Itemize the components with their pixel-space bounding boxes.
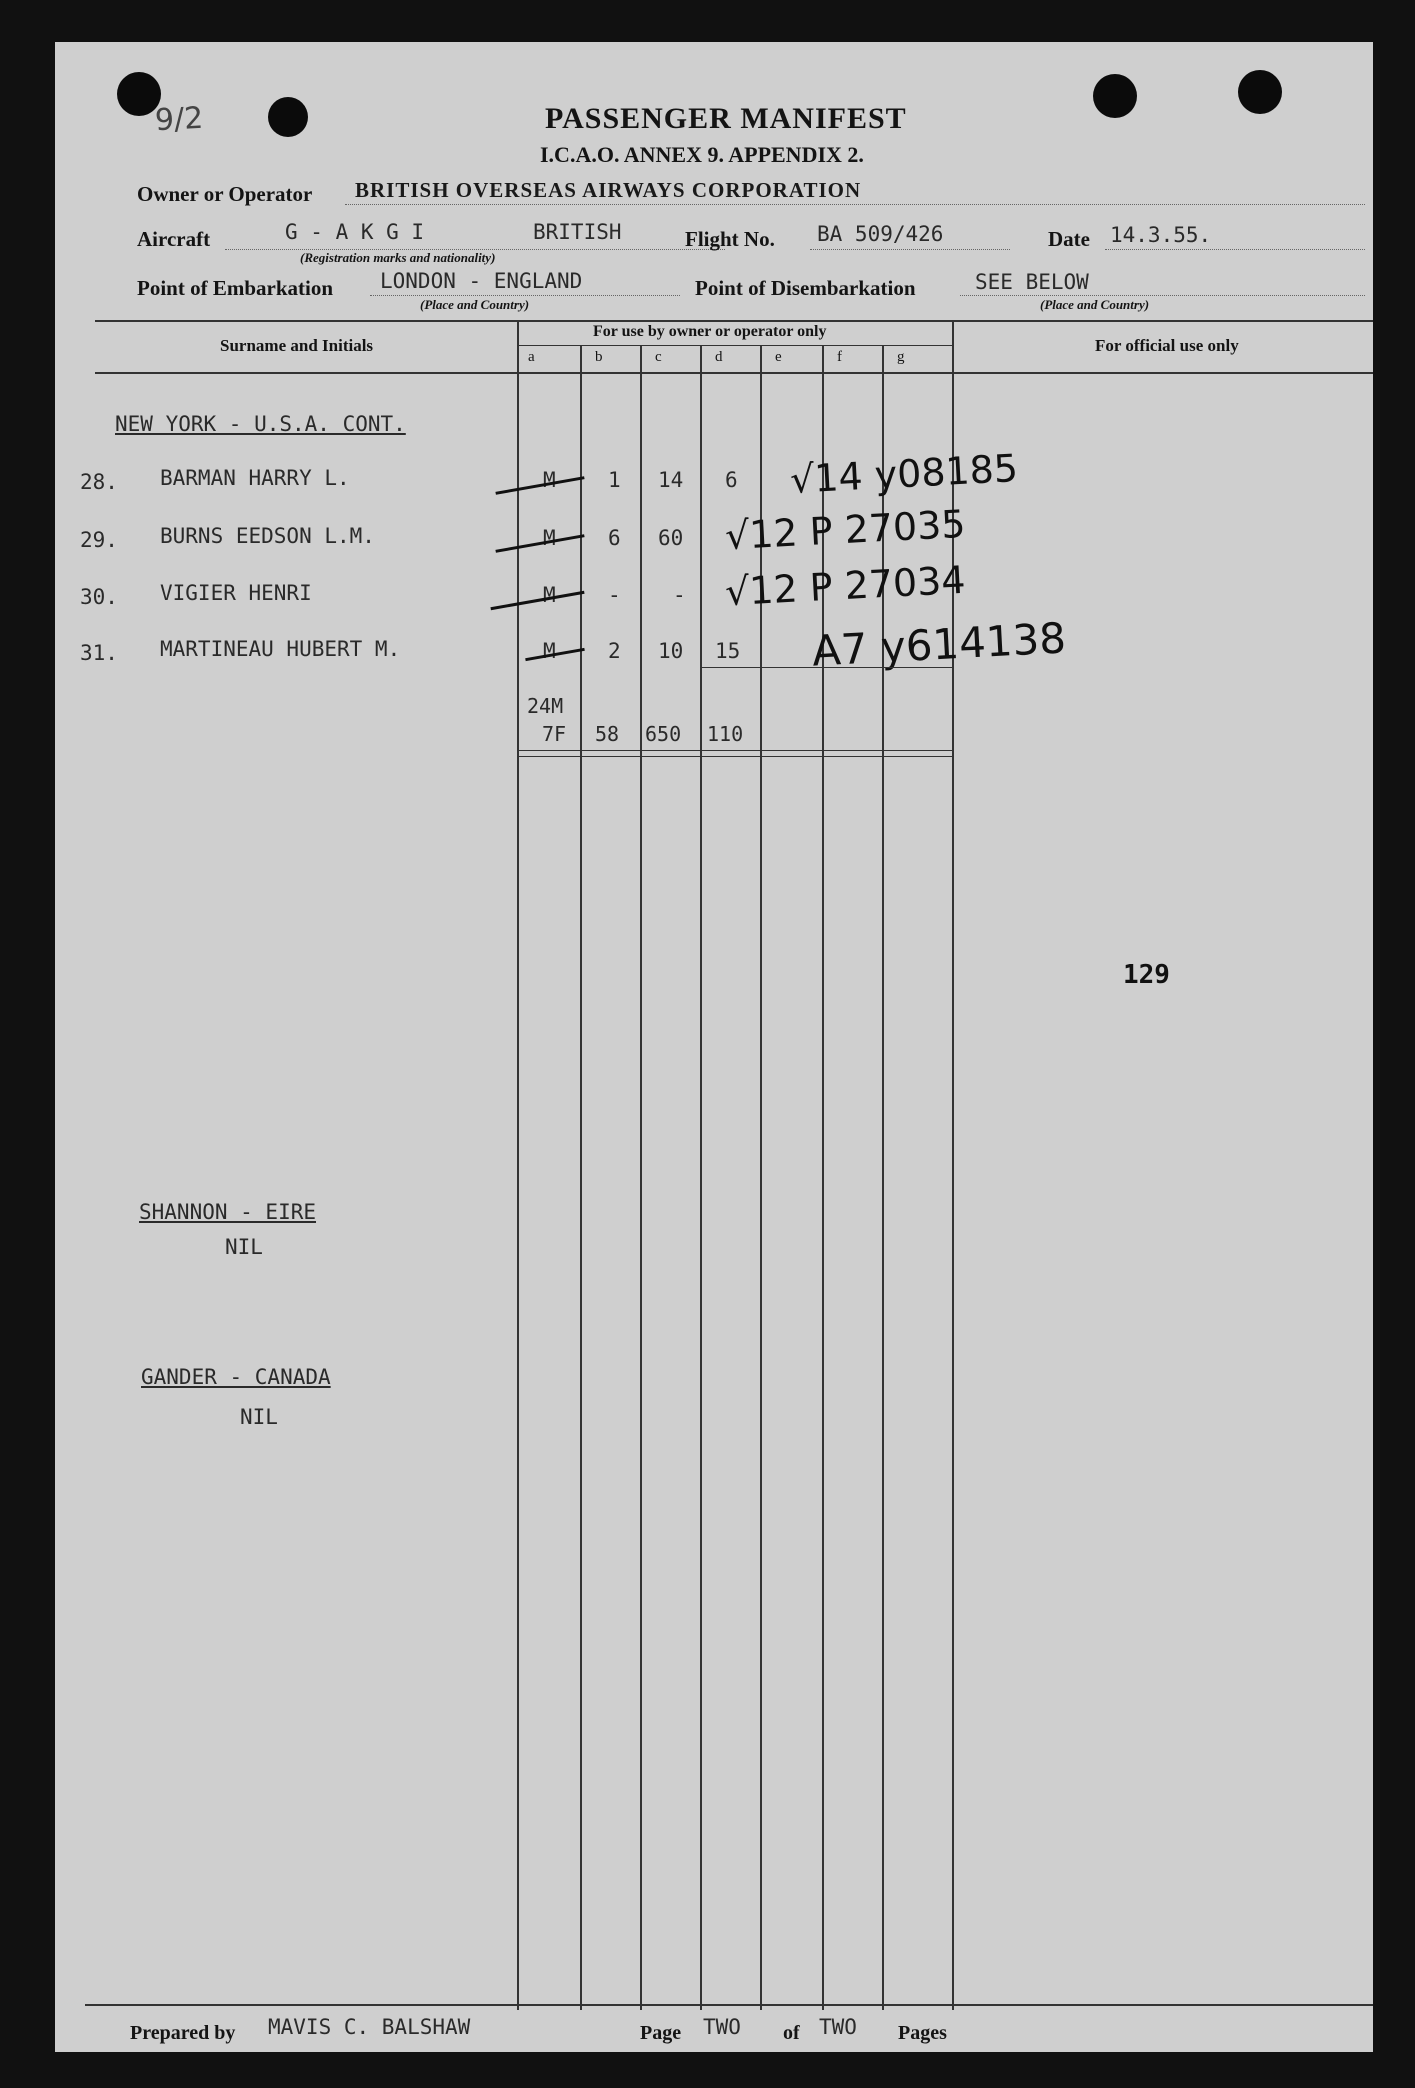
passenger-col-d: 6: [725, 468, 738, 492]
passenger-col-c: 10: [658, 639, 684, 663]
passenger-number: 30.: [80, 585, 118, 609]
col-c-header: c: [655, 349, 662, 365]
passenger-handwritten: √14 y08185: [789, 446, 1020, 502]
passenger-col-b: 6: [608, 526, 621, 550]
of-label: of: [783, 2022, 800, 2044]
col-b-header: b: [595, 349, 603, 365]
total-c: 650: [645, 722, 682, 746]
disembarkation-label: Point of Disembarkation: [695, 276, 916, 300]
passenger-handwritten: √12 P 27034: [724, 557, 967, 615]
col-f-header: f: [837, 349, 842, 365]
date-value: 14.3.55.: [1110, 223, 1212, 247]
total-b: 58: [595, 722, 620, 746]
official-header: For official use only: [1095, 336, 1239, 355]
passenger-number: 29.: [80, 528, 118, 552]
owner-value: BRITISH OVERSEAS AIRWAYS CORPORATION: [355, 178, 862, 202]
col-a-header: a: [528, 349, 535, 365]
col-d-header: d: [715, 349, 723, 365]
section-new-york: NEW YORK - U.S.A. CONT.: [115, 412, 406, 436]
passenger-number: 31.: [80, 641, 118, 665]
passenger-col-a: M: [543, 468, 556, 492]
corner-mark: 9/2: [154, 100, 205, 139]
passenger-name: VIGIER HENRI: [160, 581, 312, 605]
section-shannon: SHANNON - EIRE: [139, 1200, 317, 1224]
passenger-col-c: -: [673, 583, 686, 607]
passenger-name: BARMAN HARRY L.: [160, 466, 350, 490]
punch-hole-right: [1093, 74, 1137, 118]
passenger-number: 28.: [80, 470, 118, 494]
passenger-col-c: 14: [658, 468, 684, 492]
disembarkation-value: SEE BELOW: [975, 270, 1089, 294]
flight-value: BA 509/426: [817, 222, 944, 246]
aircraft-label: Aircraft: [137, 227, 211, 251]
col-e-header: e: [775, 349, 782, 365]
passenger-col-a: M: [543, 526, 556, 550]
pages-label: Pages: [898, 2022, 947, 2044]
page-value: TWO: [703, 2015, 741, 2039]
official-number: 129: [1123, 960, 1170, 990]
punch-hole-right-2: [1238, 70, 1282, 114]
col-g-header: g: [897, 349, 905, 365]
passenger-col-c: 60: [658, 526, 684, 550]
punch-hole-left-2: [268, 97, 308, 137]
passenger-handwritten: √12 P 27035: [724, 501, 967, 559]
page-title: PASSENGER MANIFEST: [545, 102, 907, 135]
passenger-col-d: 15: [715, 639, 741, 663]
passenger-col-a: M: [543, 639, 556, 663]
owner-label: Owner or Operator: [137, 182, 313, 206]
passenger-handwritten: A7 y614138: [810, 613, 1068, 676]
page-subtitle: I.C.A.O. ANNEX 9. APPENDIX 2.: [540, 142, 864, 167]
prepared-label: Prepared by: [130, 2022, 236, 2044]
section-shannon-nil: NIL: [225, 1235, 263, 1259]
section-gander-nil: NIL: [240, 1405, 278, 1429]
passenger-col-b: 2: [608, 639, 621, 663]
total-pages-value: TWO: [819, 2015, 857, 2039]
page-label: Page: [640, 2022, 682, 2044]
passenger-col-b: -: [608, 583, 621, 607]
total-d: 110: [707, 722, 744, 746]
prepared-value: MAVIS C. BALSHAW: [268, 2015, 471, 2039]
aircraft-hint: (Registration marks and nationality): [300, 250, 496, 265]
manifest-sheet: [55, 42, 1373, 2052]
operator-header: For use by owner or operator only: [593, 323, 827, 340]
embarkation-value: LONDON - ENGLAND: [380, 269, 583, 293]
disembarkation-hint: (Place and Country): [1040, 297, 1150, 312]
flight-label: Flight No.: [685, 227, 775, 251]
passenger-col-a: M: [543, 583, 556, 607]
embarkation-hint: (Place and Country): [420, 297, 530, 312]
passenger-name: BURNS EEDSON L.M.: [160, 524, 375, 548]
section-gander: GANDER - CANADA: [141, 1365, 331, 1389]
date-label: Date: [1048, 227, 1090, 251]
total-a-line1: 24M: [527, 694, 564, 718]
embarkation-label: Point of Embarkation: [137, 276, 334, 300]
aircraft-registration: G - A K G I: [285, 220, 425, 244]
surname-header: Surname and Initials: [220, 336, 374, 355]
total-a-line2: 7F: [542, 722, 567, 746]
passenger-name: MARTINEAU HUBERT M.: [160, 637, 401, 661]
aircraft-nationality: BRITISH: [533, 220, 622, 244]
passenger-col-b: 1: [608, 468, 621, 492]
